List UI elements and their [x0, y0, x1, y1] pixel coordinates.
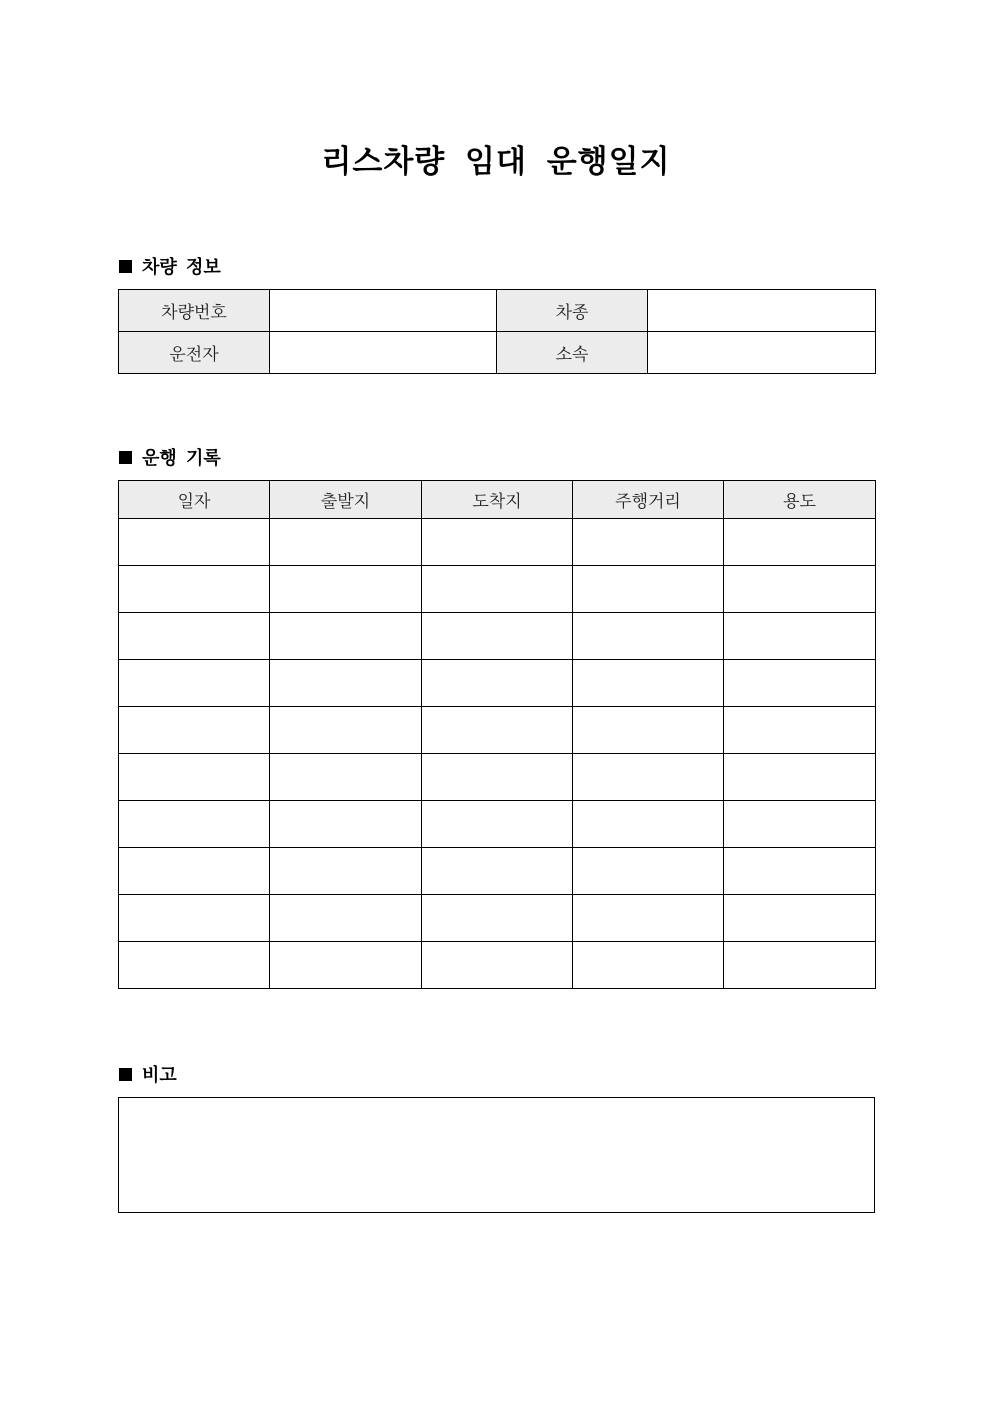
distance-cell[interactable]	[573, 895, 724, 942]
column-header-departure: 출발지	[270, 481, 422, 519]
vehicle-type-label: 차종	[497, 290, 648, 332]
vehicle-info-table	[118, 289, 876, 374]
driving-log-heading	[119, 444, 221, 470]
departure-cell[interactable]	[270, 519, 422, 566]
purpose-cell[interactable]	[724, 848, 876, 895]
destination-cell[interactable]	[422, 660, 573, 707]
distance-cell[interactable]	[573, 754, 724, 801]
destination-cell[interactable]	[422, 566, 573, 613]
driver-label: 운전자	[119, 332, 270, 374]
distance-cell[interactable]	[573, 566, 724, 613]
remarks-box[interactable]	[118, 1097, 875, 1213]
driver-field[interactable]	[270, 332, 497, 374]
vehicle-number-field[interactable]	[270, 290, 497, 332]
department-label: 소속	[497, 332, 648, 374]
departure-cell[interactable]	[270, 660, 422, 707]
destination-cell[interactable]	[422, 942, 573, 989]
departure-cell[interactable]	[270, 707, 422, 754]
table-row	[119, 566, 876, 613]
table-row	[119, 707, 876, 754]
distance-cell[interactable]	[573, 942, 724, 989]
table-row	[119, 332, 876, 374]
date-cell[interactable]	[119, 566, 270, 613]
table-row	[119, 754, 876, 801]
destination-cell[interactable]	[422, 848, 573, 895]
driving-log-heading-label: 운행 기록	[142, 448, 221, 469]
distance-cell[interactable]	[573, 660, 724, 707]
square-bullet-icon	[119, 260, 132, 273]
destination-cell[interactable]	[422, 895, 573, 942]
departure-cell[interactable]	[270, 754, 422, 801]
distance-cell[interactable]	[573, 613, 724, 660]
purpose-cell[interactable]	[724, 942, 876, 989]
purpose-cell[interactable]	[724, 895, 876, 942]
purpose-cell[interactable]	[724, 801, 876, 848]
destination-cell[interactable]	[422, 707, 573, 754]
departure-cell[interactable]	[270, 848, 422, 895]
table-row	[119, 519, 876, 566]
destination-cell[interactable]	[422, 754, 573, 801]
column-header-distance: 주행거리	[573, 481, 724, 519]
vehicle-info-heading-label: 차량 정보	[142, 257, 221, 278]
purpose-cell[interactable]	[724, 754, 876, 801]
destination-cell[interactable]	[422, 801, 573, 848]
vehicle-number-label: 차량번호	[119, 290, 270, 332]
table-row	[119, 660, 876, 707]
date-cell[interactable]	[119, 707, 270, 754]
department-field[interactable]	[648, 332, 876, 374]
distance-cell[interactable]	[573, 519, 724, 566]
driving-log-body	[119, 519, 876, 989]
vehicle-info-heading	[119, 253, 221, 279]
departure-cell[interactable]	[270, 801, 422, 848]
table-header-row	[119, 481, 876, 519]
square-bullet-icon	[119, 1068, 132, 1081]
table-row	[119, 895, 876, 942]
column-header-date: 일자	[119, 481, 270, 519]
departure-cell[interactable]	[270, 942, 422, 989]
date-cell[interactable]	[119, 942, 270, 989]
destination-cell[interactable]	[422, 519, 573, 566]
date-cell[interactable]	[119, 613, 270, 660]
document-title: 리스차량 임대 운행일지	[321, 144, 671, 180]
date-cell[interactable]	[119, 754, 270, 801]
date-cell[interactable]	[119, 895, 270, 942]
destination-cell[interactable]	[422, 613, 573, 660]
date-cell[interactable]	[119, 660, 270, 707]
purpose-cell[interactable]	[724, 566, 876, 613]
distance-cell[interactable]	[573, 801, 724, 848]
table-row	[119, 613, 876, 660]
remarks-heading-label: 비고	[142, 1065, 177, 1086]
remarks-heading	[119, 1061, 177, 1087]
date-cell[interactable]	[119, 519, 270, 566]
purpose-cell[interactable]	[724, 519, 876, 566]
distance-cell[interactable]	[573, 848, 724, 895]
column-header-destination: 도착지	[422, 481, 573, 519]
column-header-purpose: 용도	[724, 481, 876, 519]
departure-cell[interactable]	[270, 566, 422, 613]
distance-cell[interactable]	[573, 707, 724, 754]
purpose-cell[interactable]	[724, 660, 876, 707]
departure-cell[interactable]	[270, 613, 422, 660]
table-row	[119, 942, 876, 989]
date-cell[interactable]	[119, 848, 270, 895]
table-row	[119, 801, 876, 848]
purpose-cell[interactable]	[724, 613, 876, 660]
purpose-cell[interactable]	[724, 707, 876, 754]
table-row	[119, 290, 876, 332]
table-row	[119, 848, 876, 895]
driving-log-table	[118, 480, 876, 989]
square-bullet-icon	[119, 451, 132, 464]
departure-cell[interactable]	[270, 895, 422, 942]
date-cell[interactable]	[119, 801, 270, 848]
vehicle-type-field[interactable]	[648, 290, 876, 332]
